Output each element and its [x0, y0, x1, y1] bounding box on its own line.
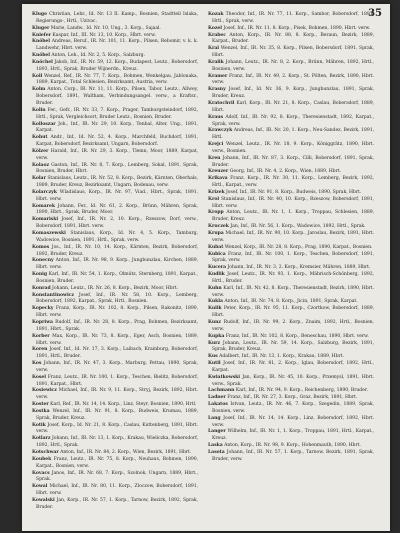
- list-entry: [32, 258, 198, 272]
- entry-name: Krawczyk: [208, 128, 233, 134]
- entry-name: Kramer: [208, 73, 228, 79]
- entry-text: Stanislaus, Korp., Id. Nr. 4, 5. Korp., Tamburg, Wadowice, Bosnien, 1891, Hrtl., Sprak, verw.: [36, 231, 198, 243]
- entry-text: Karl, Inf., IR. Nr. 42, 8. Korp., Theresienstadt, Bezirk, 1890, Hbrt. verw.: [212, 285, 374, 298]
- list-entry: [32, 286, 198, 293]
- document-page: [22, 4, 390, 531]
- list-entry: [32, 163, 198, 177]
- list-entry: [32, 190, 198, 204]
- list-entry: [208, 60, 374, 74]
- entry-name: Kolar: [32, 176, 46, 182]
- entry-name: Lang: [208, 415, 221, 421]
- entry-text: Johann, Fer., Id. Nr. 61, 2. Korp., Brünn, Mähren, Sprak, 1890, Hbrt., Sprak, Bruder, Moor.: [36, 203, 198, 216]
- list-entry: [208, 231, 374, 245]
- entry-text: Rudolf, Inf., IR. Nr. 28, 8. Korp., Prag, Bohmen, Bezirksamt, 1891, Hbrt., Sprak.: [36, 319, 198, 332]
- entry-text: Franz, Leutz., IR. Nr. 75, 8. Korp., Neuhaus, Bohmen, 1890, Karpat., Bosnien, verw.: [36, 456, 198, 469]
- entry-text: Rudolf, Inf., IR. Nr. 99, 2. Korp., Znaim, 1892, Hrtl., Bosnien, verw.: [212, 319, 374, 332]
- list-entry: [32, 149, 198, 163]
- list-entry: [208, 210, 374, 224]
- entry-text: Fer., Gefr., IR. Nr. 33, 7. Korp., Prager, Tamburgsteindorf, 1892, Hrtl., Sprak, Vergleichsort, Bruder Leutz., Bosnien, Bruder.: [36, 107, 198, 120]
- list-entry: [32, 272, 198, 286]
- list-entry: [32, 122, 198, 136]
- list-entry: [208, 320, 374, 334]
- entry-name: Kluger: [32, 25, 50, 31]
- entry-name: Kosel: [32, 374, 46, 380]
- entry-name: Kolaoz: [32, 162, 50, 168]
- entry-name: Kohut: [32, 135, 48, 141]
- list-entry: [32, 388, 198, 402]
- entry-name: Lakatos: [208, 402, 228, 408]
- list-entry: [32, 306, 198, 320]
- entry-text: Michael, Inf., IR. Nr. 90, 10. Korp., Jaroslau, Bezirk, 1891, Hbrt. verw.: [212, 231, 374, 243]
- entry-name: Kukla: [208, 299, 223, 305]
- entry-text: Jos., Inf., IR. Nr. 10, 14. Korp., Kärnten, Bezirk, Bobersdorf, 1892, Bruder, Kreuz.: [36, 244, 198, 257]
- entry-name: Kopriwa: [32, 319, 53, 325]
- entry-name: Kus: [208, 354, 218, 360]
- entry-name: Kolloszar: [32, 121, 56, 127]
- entry-name: Kubat: [208, 244, 224, 250]
- entry-text: Michael, Inf., IR. Nr. 80, 11. Korp., Zloczow, Bobersdorf, 1891, Hbrt. verw.: [36, 484, 198, 497]
- entry-name: Kulik: [208, 306, 222, 312]
- list-entry: [32, 204, 198, 218]
- list-entry: [208, 142, 374, 156]
- entry-text: Marie, Landw., Id. Nr. 10, Ung., 3. Korp., Sajaal.: [50, 25, 161, 31]
- entry-text: Josef, Leutz., IR. Nr. 93, 1. Korp., Mährisch-Schönberg, 1892, Hrtl., Bruder.: [212, 272, 374, 284]
- entry-name: Kubica: [208, 251, 226, 257]
- entry-name: Kolm: [32, 87, 46, 93]
- entry-text: Anton, Inf., IR. Nr. 74, 8. Korp., Jicin, 1891, Sprak, Karpat.: [224, 299, 358, 305]
- entry-name: Komarek: [32, 203, 55, 209]
- entry-text: Andr., Inf., Id. Nr. 52, 4. Korp., Marchfeld, Buchdorf, 1891, Karpat, Bobersdorf, Bezirksamt, Ungarn, Bobersdorf.: [36, 135, 198, 148]
- entry-name: Kowal: [32, 484, 48, 490]
- entry-text: Anton, Inf., IR. Nr. 84, 2. Korp., Wien, Bezirk, 1891, Hbrt.: [60, 450, 192, 455]
- entry-text: Jan, Korp., IR. Nr. 57, 1. Korp., Tarnow, Bezirk, 1892, Sprak, Bruder.: [36, 497, 198, 510]
- entry-text: Johann, Leutz., IR. Nr. 26, 8. Korp., Bezirk, Moor, Hbrt.: [52, 285, 178, 291]
- left-column: [32, 12, 198, 512]
- list-entry: [32, 293, 198, 307]
- entry-text: Georg, Inf., IR. Nr. 4, 2. Korp., Wien, 1889, Hbrt.: [229, 169, 341, 175]
- entry-name: Komos: [32, 244, 50, 250]
- list-entry: [32, 457, 198, 471]
- entry-text: Wenzel, Inf., IR. Nr. 35, 8. Korp., Pilsen, Bobersdorf, 1891, Sprak, Hbrt.: [212, 46, 374, 59]
- list-entry: [208, 354, 374, 361]
- entry-text: Jan, Korp., IR. Nr. 45, 10. Korp., Przemysl, 1891, Hbrt. verw., Sprak.: [212, 374, 374, 387]
- entry-text: Istvan, Leutz., IR. Nr. 46, 7. Korp., Szegedin, 1889, Sprak, Bosnien, verw.: [212, 402, 374, 414]
- entry-name: Kozak: [208, 12, 224, 17]
- entry-text: Josef, Inf., Id. Nr. 36, 9. Korp., Jungbunzlau, 1891, Sprak, Bruder, Kreuz.: [212, 87, 374, 100]
- entry-text: Wenzel, Korp., IR. Nr. 28, 8. Korp., Prag, 1890, Karpat., Bosnien.: [224, 244, 373, 250]
- entry-name: Kucera: [208, 265, 227, 271]
- entry-text: Anton, Inf., IR. Nr. 98, 9. Korp., Jungbunzlau, Kirchen, 1889, Hbrt. verw.: [36, 258, 198, 271]
- list-entry: [208, 12, 374, 26]
- entry-name: Koubek: [32, 456, 52, 462]
- entry-text: Josef, Inf., IR. Nr. 11, 8. Korp., Pisek, Bohmen, 1890, Hbrt. verw.: [223, 25, 371, 31]
- list-entry: [32, 402, 198, 409]
- entry-name: Kratochvil: [208, 100, 235, 106]
- entry-name: Krabec: [208, 32, 227, 38]
- list-entry: [32, 484, 198, 498]
- list-entry: [32, 217, 198, 231]
- entry-name: Koll: [32, 73, 43, 79]
- entry-name: Kotlarz: [32, 436, 51, 442]
- list-entry: [32, 375, 198, 389]
- entry-text: Jakob, Inf., IR. Nr. 59, 12. Korp., Budapest, Leutz., Bobersdorf, 1893, Hrtl., Sprak, Bruder Wijnerdn., Kreuz.: [36, 59, 198, 72]
- entry-name: Kowalski: [32, 497, 55, 503]
- entry-text: Johann, Leutz., IR. Nr. 59, 14. Korp., Salzburg, Bezirk, 1891, Sprak, Bruder, Kreuz.: [212, 340, 374, 353]
- right-column: [208, 12, 374, 464]
- list-entry: [32, 108, 198, 122]
- entry-text: Wladislaus, Korp., IR. Nr. 97, Viad., Hbrt., Sprak, 1891, Hbrt. verw.: [36, 189, 198, 202]
- entry-name: Kostka: [32, 408, 50, 414]
- entry-text: Max, Korp., IR. Nr. 73, 8. Korp., Eger, Asch, Bosnien, 1889, Hbrt. verw.: [36, 333, 198, 346]
- entry-name: Kuhn: [208, 285, 222, 291]
- entry-name: Konig: [32, 272, 48, 278]
- entry-text: Johann, Inf., IR. Nr. 13, 1. Korp., Krakau, Wieliczka, Bobersdorf, 1892, Hrtl., Sprak.: [36, 436, 198, 449]
- entry-name: Kovacs: [32, 470, 50, 476]
- entry-name: Kraus: [208, 114, 224, 120]
- entry-name: Ladner: [208, 395, 226, 401]
- entry-text: Joh., Inf., IR. Nr. 29, 10. Korp., Tenbal, Alter, Ung., 1891, Karpat.: [36, 121, 198, 134]
- entry-text: Josef, Inf., IR. Nr. 58, 10. Korp., Lemberg, Bobersdorf, 1892, Karpat., Sprak, Hrtl., Bosnien.: [36, 292, 198, 305]
- entry-name: Krol: [208, 196, 220, 202]
- entry-text: Anton, Korp., IR. Nr. 88, 8. Korp., Beraun, Bezirk, 1889, Karpat., Bruder.: [212, 32, 374, 45]
- entry-text: Kaspar, Inf., III. Nr. 13, 10. Korp., Hbrt. verw.: [52, 32, 156, 38]
- entry-text: Johann, Inf., IR. Nr. 87, 3. Korp., Cilli, Bobersdorf, 1891, Sprak, Bruder.: [212, 155, 374, 168]
- list-entry: [208, 375, 374, 389]
- entry-name: Kutil: [208, 361, 221, 367]
- list-entry: [208, 450, 374, 464]
- entry-name: Kudlik: [208, 272, 225, 278]
- list-entry: [32, 320, 198, 334]
- list-entry: [208, 190, 374, 197]
- list-entry: [32, 12, 198, 26]
- entry-name: Krupa: [208, 231, 224, 236]
- entry-text: Karl, Inf., IR. Nr. 94, 9. Korp., Reichenberg, 1890, Bruder.: [235, 388, 368, 394]
- entry-name: Lachmann: [208, 388, 235, 394]
- list-entry: [208, 272, 374, 286]
- list-entry: [208, 46, 374, 60]
- entry-text: Josef, Inf., IR. Nr. 2, 10. Korp., Rzeszow, Dorf, verw., Bobersdorf, 1891, Hbrt. verw.: [36, 217, 199, 230]
- entry-text: Josef, Inf., Id. Nr. 17, 3. Korp., Laibach, Krainburg, Bobersdorf, 1891, Hrtl., Bruder.: [36, 347, 198, 360]
- entry-text: Franz, Inf., IR. Nr. 102, 8. Korp., Beneschau, 1890, Hbrt. verw.: [225, 333, 369, 339]
- entry-text: Andreas, Inf., IR. Nr. 20, 1. Korp., Neu-Sandez, Bezirk, 1891, Hrtl.: [212, 128, 374, 141]
- entry-name: Kölzer: [32, 148, 49, 154]
- list-entry: [208, 87, 374, 101]
- list-entry: [32, 39, 198, 53]
- list-entry: [32, 176, 198, 190]
- list-entry: [208, 361, 374, 375]
- entry-text: Johann, Inf., IR. Nr. 47, 3. Korp., Marburg, Pettau, 1890, Sprak, verw.: [36, 361, 198, 373]
- entry-name: Kopecky: [32, 306, 54, 312]
- list-entry: [208, 416, 374, 430]
- entry-text: Josef, Inf., IR. Nr. 81, 2. Korp., Iglau, Bobersdorf, 1892, Hrtl., Karpat.: [212, 361, 374, 373]
- list-entry: [32, 60, 198, 74]
- list-entry: [32, 135, 198, 149]
- entry-text: Janos, Inf., IR. Nr. 68, 7. Korp., Szolnok, Ungarn, 1889, Hbrt., Sprak.: [36, 470, 198, 483]
- entry-name: Kwiatkowski: [208, 374, 240, 380]
- list-entry: [32, 498, 198, 512]
- entry-name: Kniefer: [32, 32, 51, 38]
- entry-text: Josef, Inf., IR. Nr. 91, 8. Korp., Budweis, 1890, Sprak, Hbrt.: [226, 189, 362, 195]
- entry-name: Kluge: [32, 12, 47, 17]
- entry-name: Lasota: [208, 450, 225, 455]
- list-entry: [32, 450, 198, 457]
- entry-text: Anton, Corp., IR. Nr. 11, 11. Korp., Pilsen, Tabor, Leutz., Allwey, Bobersdorf, 1891, Waltham, Verbindungsangel. verw., a Kraftsr., Bruder.: [36, 87, 198, 106]
- entry-text: Franz, Korp., IR. Nr. 102, 8. Korp., Pilsen, Rakonitz, 1890, Hbrt. verw.: [36, 306, 198, 319]
- entry-name: Kropp: [208, 210, 224, 216]
- entry-text: Harald, Inf., IR. Nr. 29, 3. Korp., Tlemn, Moor, 1889, Karpat, verw.: [36, 148, 199, 161]
- entry-text: Christian, Lehr., Id. Nr. 13 II. Kamp., Bosnien, Stadtteil Islaka, Regierungs-, Hrtl., Uzivac.: [36, 12, 198, 24]
- entry-text: Karl, Ref., IR. Nr. 14, 14. Korp., Linz, Steyr, Bosnien, 1890, Hrtl.: [50, 402, 197, 408]
- entry-text: Wenzel, Leutz., IR. Nr. 18, 9. Korp., Königgrätz, 1890, Hbrt. verw., Bosnien.: [212, 142, 374, 154]
- list-entry: [208, 306, 374, 320]
- entry-text: Gaston, Inf., IR. Nr. 8, 7. Korp., Lemberg, Sokal, 1891, Sprak, Bosnien, Bruder, Hbrt.: [36, 162, 198, 175]
- entry-name: Kolarczyk: [32, 189, 57, 195]
- list-entry: [32, 74, 198, 88]
- list-entry: [208, 26, 374, 33]
- list-entry: [32, 26, 198, 33]
- entry-name: Kos: [32, 361, 42, 367]
- list-entry: [32, 334, 198, 348]
- entry-text: Peter, Korp., IR. Nr. 95, 11. Korp., Czortkow, Bobersdorf, 1889, Hbrt.: [212, 306, 374, 319]
- entry-name: Kren: [208, 155, 221, 161]
- entry-name: Krasny: [208, 87, 226, 93]
- entry-name: Kotik: [32, 422, 46, 428]
- entry-text: Anton, Leutz., IR. Nr. 1, 1. Korp., Troppau, Schlesien, 1889, Bruder, Kreuz.: [212, 210, 374, 223]
- list-entry: [32, 423, 198, 437]
- entry-text: Johann, Inf., IR. Nr. 57, 1. Korp., Tarnow, Bezirk, 1891, Sprak, Bruder, verw.: [212, 450, 374, 462]
- entry-name: Kunz: [208, 319, 221, 325]
- entry-text: Stanislaus, Leutz., IR. Nr. 52, 8. Korp., Bezirk, Kärnten, Oberhals, 1889, Bruder, Kreuz, Bezirksamt, Ungarn, Bodenau, verw.: [36, 176, 198, 189]
- list-entry: [32, 361, 198, 375]
- entry-text: Karl, Korp., IR. Nr. 21, 8. Korp., Caslau, Bobersdorf, 1889, Hbrt.: [212, 100, 374, 113]
- list-entry: [208, 402, 374, 416]
- entry-name: Kruczek: [208, 224, 229, 230]
- entry-name: Koster: [32, 402, 49, 408]
- entry-text: Anton, Korp., IR. Nr. 98, 9. Korp., Hohenmauth, 1890, Hbrt.: [224, 443, 361, 449]
- list-entry: [208, 286, 374, 300]
- entry-text: Andreas, Beruf., IR. Nr. 101, 11. Korp., Pilsen, Rebomir, v. k. k. Landwehr, Hbrt. verw.: [36, 39, 198, 52]
- entry-name: Langer: [208, 429, 226, 435]
- list-entry: [32, 347, 198, 361]
- page-number: 35: [368, 8, 382, 19]
- entry-name: Kral: [208, 46, 219, 52]
- list-entry: [208, 443, 374, 450]
- entry-text: Michael, Inf., IR. Nr. 9, 11. Korp., Stryj, Bezirk, 1892, Hbrt. verw.: [36, 388, 198, 401]
- entry-text: Jan, Inf., IR. Nr. 56, 1. Korp., Wadowice, 1892, Hrtl., Sprak.: [230, 224, 366, 230]
- entry-name: Kosiewicz: [32, 388, 57, 394]
- entry-name: Krejci: [208, 142, 224, 148]
- list-entry: [208, 176, 374, 190]
- list-entry: [32, 245, 198, 259]
- entry-name: Koren: [32, 347, 48, 353]
- entry-text: Theodor, Inf., IR. Nr. 77, 11. Korp., Sambor, Bobersdorf, 1891, Hrtl., Sprak, verw.: [212, 12, 374, 24]
- list-entry: [208, 252, 374, 266]
- entry-name: Krikava: [208, 176, 228, 182]
- entry-name: Konstantinowicz: [32, 292, 74, 298]
- list-entry: [208, 341, 374, 355]
- entry-text: Wenzel, Inf., IR. Nr. 91, 8. Korp., Budweis, Krumau, 1889, Sprak, Bruder, Kreuz.: [36, 408, 198, 421]
- entry-text: Anton, Leh., Id. Nr. 2, 5. Korp., Salzburg.: [51, 53, 145, 59]
- list-entry: [208, 74, 374, 88]
- entry-name: Laska: [208, 443, 223, 449]
- entry-name: Kurz: [208, 340, 221, 346]
- entry-text: Josef, Korp., Id. Nr. 21, 8. Korp., Caslau, Kuttenberg, 1891, Hbrt. verw.: [36, 422, 198, 435]
- entry-name: Kreuzer: [208, 169, 229, 175]
- entry-text: Franz, Inf., IR. Nr. 27, 3. Korp., Graz, Bezirk, 1891, Hbrt.: [227, 395, 358, 401]
- entry-name: Komariski: [32, 217, 59, 223]
- entry-text: Josef, Inf., IR. Nr. 14, 14. Korp., Linz, Bobersdorf, 1892, Hbrt. verw.: [212, 415, 374, 428]
- entry-name: Kupka: [208, 333, 225, 339]
- entry-name: Kotschwar: [32, 450, 59, 455]
- entry-name: Komaszewski: [32, 231, 66, 236]
- entry-text: Franz, Inf., IR. Nr. 100, 1. Korp., Teschen, Bobersdorf, 1891, Sprak, verw.: [212, 251, 374, 264]
- list-entry: [208, 115, 374, 129]
- entry-text: Wenzel, Ref., IR. Nr. 77, 7. Korp., Bohmen, Wenkelgau, Jablonaka, 1889, Karpat., Total Schlesien, Bezirksamt, Austria, verw.: [36, 73, 198, 86]
- list-entry: [208, 156, 374, 170]
- entry-name: Knöchel: [32, 59, 53, 65]
- entry-text: Johann, Leutz., IR. Nr. 8, 2. Korp., Brünn, Mähren, 1892, Hrtl., Bosnien, verw.: [212, 59, 374, 72]
- list-entry: [32, 436, 198, 450]
- entry-text: Stanislaus, Inf., IR. Nr. 40, 10. Korp., Rzeszow, Bobersdorf, 1891, Hbrt. verw.: [212, 196, 375, 209]
- list-entry: [208, 197, 374, 211]
- entry-name: Knöbel: [32, 53, 50, 59]
- list-entry: [32, 471, 198, 485]
- entry-name: Konecny: [32, 258, 54, 264]
- list-entry: [208, 334, 374, 341]
- list-entry: [208, 429, 374, 443]
- list-entry: [32, 53, 198, 60]
- entry-text: Karl, Inf., IR. Nr. 54, 1. Korp., Olmütz, Sternberg, 1891, Karpat., Bosnien, Bruder.: [36, 272, 198, 284]
- entry-name: Kralik: [208, 59, 224, 65]
- entry-text: Johann, Inf., IR. Nr. 3, 2. Korp., Kremsier, Mähren, 1889, Hbrt.: [227, 265, 371, 271]
- entry-name: Korber: [32, 333, 50, 339]
- list-entry: [32, 87, 198, 108]
- entry-text: Adolf, Inf., IR. Nr. 92, 8. Korp., Theresienstadt, 1892, Karpat., Sprak, verw.: [212, 114, 374, 127]
- entry-name: Konrad: [32, 285, 51, 291]
- entry-name: Krizek: [208, 189, 225, 195]
- list-entry: [32, 231, 198, 245]
- list-entry: [208, 101, 374, 115]
- entry-text: Wilhelm, Inf., IR. Nr. 1, 1. Korp., Troppau, 1891, Hrtl., Karpat., Kreuz.: [212, 429, 374, 442]
- list-entry: [208, 245, 374, 252]
- list-entry: [32, 409, 198, 423]
- entry-text: Franz, Korp., IR. Nr. 30, 11. Korp., Lemberg, Bezirk, 1892, Hrtl., Karpat., verw.: [212, 176, 374, 189]
- list-entry: [208, 128, 374, 142]
- list-entry: [208, 33, 374, 47]
- entry-name: Knöbel: [32, 39, 50, 45]
- entry-text: Adalbert, Inf., IR. Nr. 13, 1. Korp., Krakau, 1889, Hbrt.: [219, 354, 344, 360]
- entry-text: Franz, Inf., IR. Nr. 49, 2. Korp., St. Pölten, Bezirk, 1890, Hbrt. verw.: [212, 73, 374, 86]
- entry-text: Franz, Leutz., IR. Nr. 100, 1. Korp., Teschen, Bielitz, Bobersdorf, 1891, Karpat., Hbrt.: [36, 374, 198, 387]
- entry-name: Kolin: [32, 107, 46, 113]
- entry-name: Kozel: [208, 25, 222, 31]
- list-entry: [208, 224, 374, 231]
